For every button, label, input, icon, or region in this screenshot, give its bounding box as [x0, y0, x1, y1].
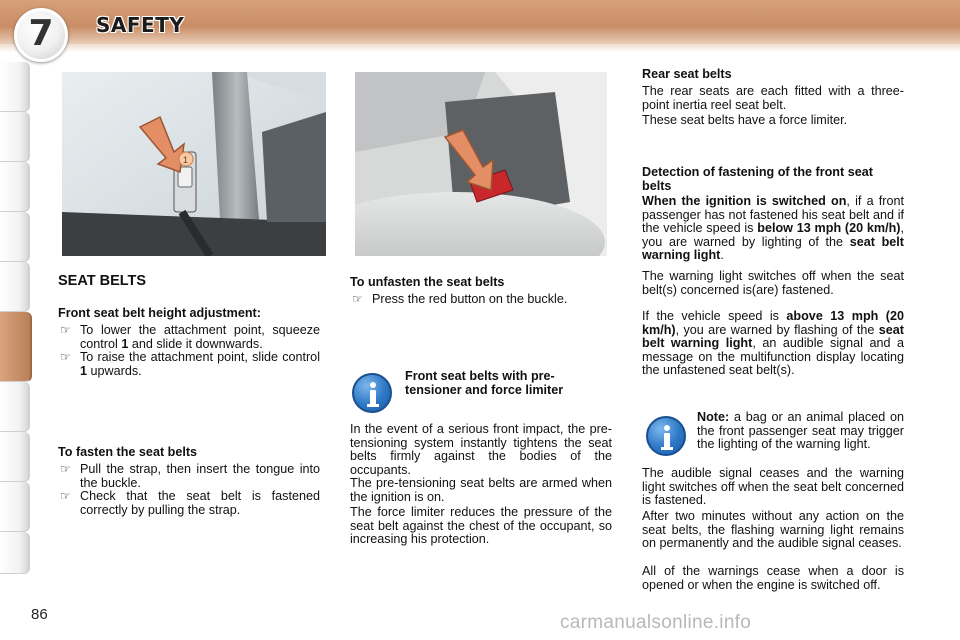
- callout-1-label: 1: [183, 155, 189, 165]
- pillar-illustration: [62, 72, 326, 256]
- text-run: If the vehicle speed is: [642, 309, 787, 323]
- chapter-tab-4[interactable]: [0, 212, 30, 262]
- pointing-hand-icon: ☞: [60, 462, 71, 476]
- seat-belt-buckle-photo: [355, 72, 607, 256]
- height-adjust-list: [58, 324, 320, 378]
- height-adjust-title: Front seat belt height adjustment:: [58, 306, 261, 320]
- chapter-tab-3[interactable]: [0, 162, 30, 212]
- chapter-number: 7: [28, 13, 54, 54]
- after-paragraph-2: After two minutes without any action on the seat belts, the flashing warning light remains on permanently and the audible signal ceases.: [642, 509, 904, 550]
- header-fade: [0, 44, 960, 52]
- bold-phrase: seat belt warning light: [642, 322, 904, 350]
- chapter-tab-1[interactable]: [0, 62, 30, 112]
- detection-paragraph-2: The warning light switches off when the seat belt(s) concerned is(are) fastened.: [642, 269, 904, 297]
- bold-phrase: below 13 mph (20 km/h): [757, 221, 901, 235]
- pointing-hand-icon: ☞: [60, 323, 71, 337]
- text-run: .: [720, 248, 724, 262]
- pointing-hand-icon: ☞: [60, 489, 71, 503]
- list-item-text: and slide it downwards.: [128, 336, 263, 351]
- note-text: a bag or an animal placed on the front passenger seat may trigger the lighting of the warning light.: [697, 410, 904, 451]
- detection-title: Detection of fastening of the front seat belts: [642, 165, 873, 193]
- info-icon: [646, 416, 686, 456]
- after-paragraph-1: The audible signal ceases and the warning light switches off when the seat belt concerned is fastened.: [642, 466, 904, 507]
- list-item: [350, 293, 612, 307]
- list-item-text: To lower the attachment point, squeeze control: [80, 323, 320, 351]
- chapter-tabs: [0, 62, 34, 574]
- section-title-seat-belts: SEAT BELTS: [58, 273, 147, 289]
- list-item-text: To raise the attachment point, slide control: [80, 350, 320, 364]
- chapter-tab-5[interactable]: [0, 262, 30, 312]
- page-number: 86: [31, 606, 48, 623]
- watermark: carmanualsonline.info: [560, 612, 752, 633]
- bold-phrase: When the ignition is switched on: [642, 194, 847, 208]
- text-run: , you are warned by flashing of the: [675, 322, 879, 337]
- detection-paragraph-1: [642, 195, 904, 263]
- chapter-title: SAFETY: [96, 13, 185, 37]
- detection-paragraph-3: [642, 310, 904, 378]
- unfasten-title: To unfasten the seat belts: [350, 275, 505, 289]
- rear-title: Rear seat belts: [642, 67, 732, 81]
- pointing-hand-icon: ☞: [60, 350, 71, 364]
- chapter-tab-10[interactable]: [0, 482, 30, 532]
- list-item-text: upwards.: [87, 363, 142, 378]
- chapter-tab-2[interactable]: [0, 112, 30, 162]
- after-paragraph-3: All of the warnings cease when a door is opened or when the engine is switched off.: [642, 564, 904, 592]
- seat-belt-height-adjuster-photo: [62, 72, 326, 256]
- chapter-tab-11[interactable]: [0, 532, 30, 574]
- list-item-text: Check that the seat belt is fastened correctly by pulling the strap.: [80, 489, 320, 517]
- note-label: Note:: [697, 410, 730, 424]
- pointing-hand-icon: ☞: [352, 292, 363, 306]
- list-item: [58, 490, 320, 517]
- info-icon: [352, 373, 392, 413]
- text-run: , if a front passenger has not fastened his seat belt and if the vehicle speed is: [642, 194, 905, 235]
- chapter-tab-9[interactable]: [0, 432, 30, 482]
- list-item-text: Pull the strap, then insert the tongue into the buckle.: [80, 462, 320, 490]
- bold-phrase: above 13 mph (20 km/h): [642, 309, 904, 337]
- pretensioner-title: Front seat belts with pre-tensioner and force limiter: [405, 369, 564, 397]
- note-paragraph: [697, 411, 904, 452]
- fasten-title: To fasten the seat belts: [58, 445, 198, 459]
- bold-phrase: seat belt warning light: [642, 234, 904, 262]
- rear-paragraph-1: The rear seats are each fitted with a three-point inertia reel seat belt.: [642, 84, 904, 112]
- chapter-tab-7-active[interactable]: [0, 312, 32, 382]
- text-run: , you are warned by lighting of the: [642, 221, 904, 249]
- pretensioner-paragraph-2: The pre-tensioning seat belts are armed when the ignition is on.: [350, 476, 612, 504]
- chapter-tab-8[interactable]: [0, 382, 30, 432]
- list-item-text: Press the red button on the buckle.: [372, 292, 568, 306]
- fasten-list: [58, 463, 320, 517]
- pretensioner-paragraph-3: The force limiter reduces the pressure of the seat belt against the chest of the occupant, so increasing his protection.: [350, 505, 612, 546]
- rear-paragraph-2: These seat belts have a force limiter.: [642, 113, 848, 127]
- list-item: [58, 324, 320, 351]
- chapter-number-badge: [14, 8, 68, 62]
- control-reference: 1: [80, 363, 88, 378]
- list-item: [58, 351, 320, 378]
- control-reference: 1: [121, 336, 129, 351]
- buckle-illustration: [355, 72, 607, 256]
- pretensioner-paragraph-1: In the event of a serious front impact, the pre-tensioning system instantly tightens the seat belts firmly against the bodies of the occupants.: [350, 422, 612, 477]
- list-item: [58, 463, 320, 490]
- unfasten-list: [350, 293, 612, 307]
- text-run: , an audible signal and a message on the multifunction display locating the unfastened seat belt(s).: [642, 336, 904, 377]
